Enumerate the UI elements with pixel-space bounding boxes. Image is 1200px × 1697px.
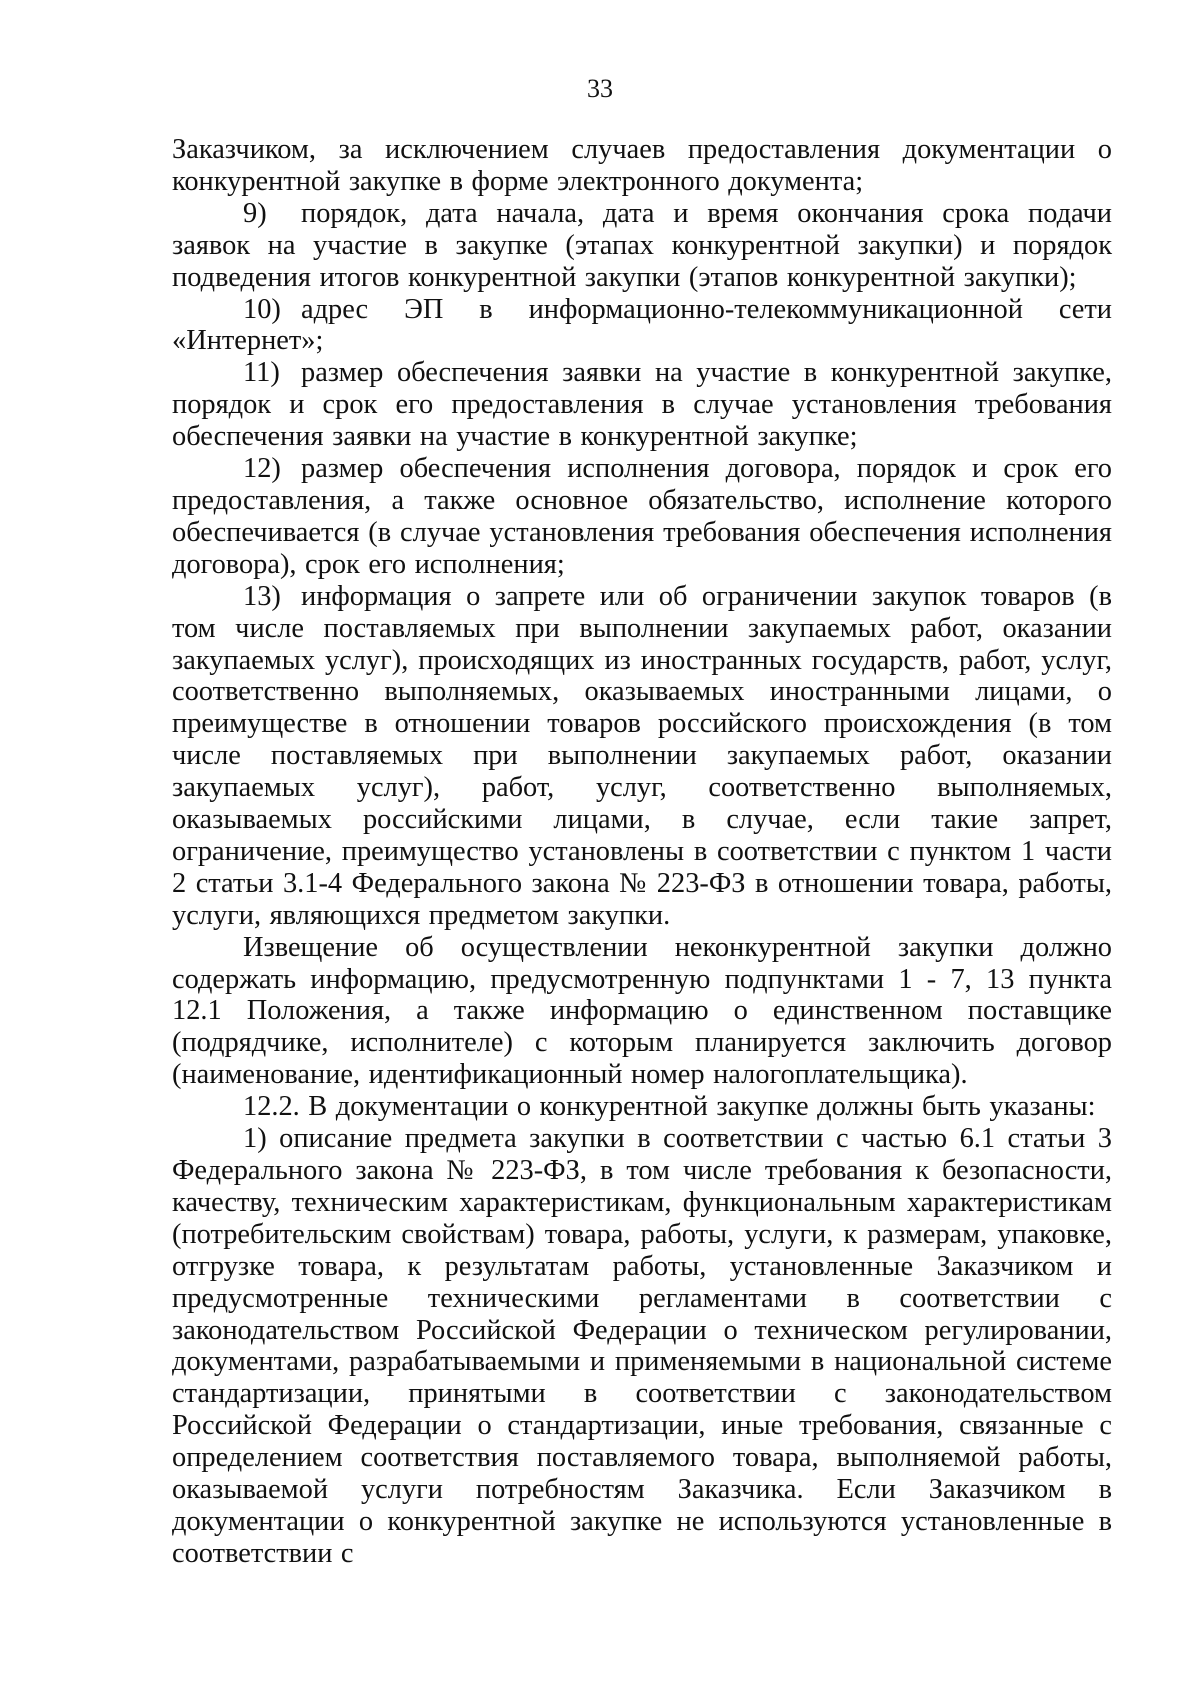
paragraph-item-1	[172, 1123, 1112, 1570]
list-item-text: размер обеспечения исполнения договора, порядок и срок его предоставления, а также основное обязательство, исполнение которого обеспечивается (в случае установления требования обеспечения исполнения договора), срок его исполнения;	[172, 453, 1112, 580]
list-item-text: информация о запрете или об ограничении закупок товаров (в том числе поставляемых при выполнении закупаемых работ, оказании закупаемых услуг), происходящих из иностранных государств, работ, услуг, соответственно выполняемых, оказываемых иностранными лицами, о преимуществе в отношении товаров российского происхождения (в том числе поставляемых при выполнении закупаемых работ, оказании закупаемых услуг), работ, услуг, соответственно выполняемых, оказываемых российскими лицами, в случае, если такие запрет, ограничение, преимущество установлены в соответствии с пунктом 1 части 2 статьи 3.1-4 Федерального закона № 223-ФЗ в отношении товара, работы, услуги, являющихся предметом закупки.	[172, 580, 1112, 931]
list-item-11	[172, 357, 1112, 453]
page-number: 33	[587, 74, 613, 103]
list-item-number: 11)	[243, 357, 280, 389]
list-item-number: 9)	[243, 197, 267, 229]
list-item-text: адрес ЭП в информационно-телекоммуникационной сети «Интернет»;	[172, 293, 1112, 357]
paragraph-text: Извещение об осуществлении неконкурентной закупки должно содержать информацию, предусмотренную подпунктами 1 - 7, 13 пункта 12.1 Положения, а также информацию о единственном поставщике (подрядчике, исполнителе) с которым планируется заключить договор (наименование, идентификационный номер налогоплательщика).	[172, 931, 1112, 1091]
section-12-2-heading	[172, 1091, 1112, 1123]
paragraph-continuation	[172, 134, 1112, 198]
paragraph-text: Заказчиком, за исключением случаев предоставления документации о конкурентной закупке в форме электронного документа;	[172, 134, 1112, 197]
list-item-9	[172, 198, 1112, 294]
list-item-12	[172, 453, 1112, 581]
list-item-13	[172, 581, 1112, 932]
list-item-10	[172, 294, 1112, 358]
list-item-text: порядок, дата начала, дата и время окончания срока подачи заявок на участие в закупке (этапах конкурентной закупки) и порядок подведения итогов конкурентной закупки (этапов конкурентной закупки);	[172, 197, 1112, 293]
list-item-number: 13)	[243, 580, 281, 612]
paragraph-text: 12.2. В документации о конкурентной закупке должны быть указаны:	[243, 1091, 1096, 1123]
paragraph-notice	[172, 932, 1112, 1092]
list-item-number: 12)	[243, 453, 281, 485]
list-item-text: размер обеспечения заявки на участие в конкурентной закупке, порядок и срок его предоставления в случае установления требования обеспечения заявки на участие в конкурентной закупке;	[172, 357, 1112, 453]
list-item-number: 10)	[243, 293, 281, 325]
paragraph-text: 1) описание предмета закупки в соответствии с частью 6.1 статьи 3 Федерального закона № 223-ФЗ, в том числе требования к безопасности, качеству, техническим характеристикам, функциональным характеристикам (потребительским свойствам) товара, работы, услуги, к размерам, упаковке, отгрузке товара, к результатам работы, установленные Заказчиком и предусмотренные техническими регламентами в соответствии с законодательством Российской Федерации о техническом регулировании, документами, разрабатываемыми и применяемыми в национальной системе стандартизации, принятыми в соответствии с законодательством Российской Федерации о стандартизации, иные требования, связанные с определением соответствия поставляемого товара, выполняемой работы, оказываемой услуги потребностям Заказчика. Если Заказчиком в документации о конкурентной закупке не используются установленные в соответствии с	[172, 1123, 1112, 1569]
document-body	[172, 134, 1112, 1570]
